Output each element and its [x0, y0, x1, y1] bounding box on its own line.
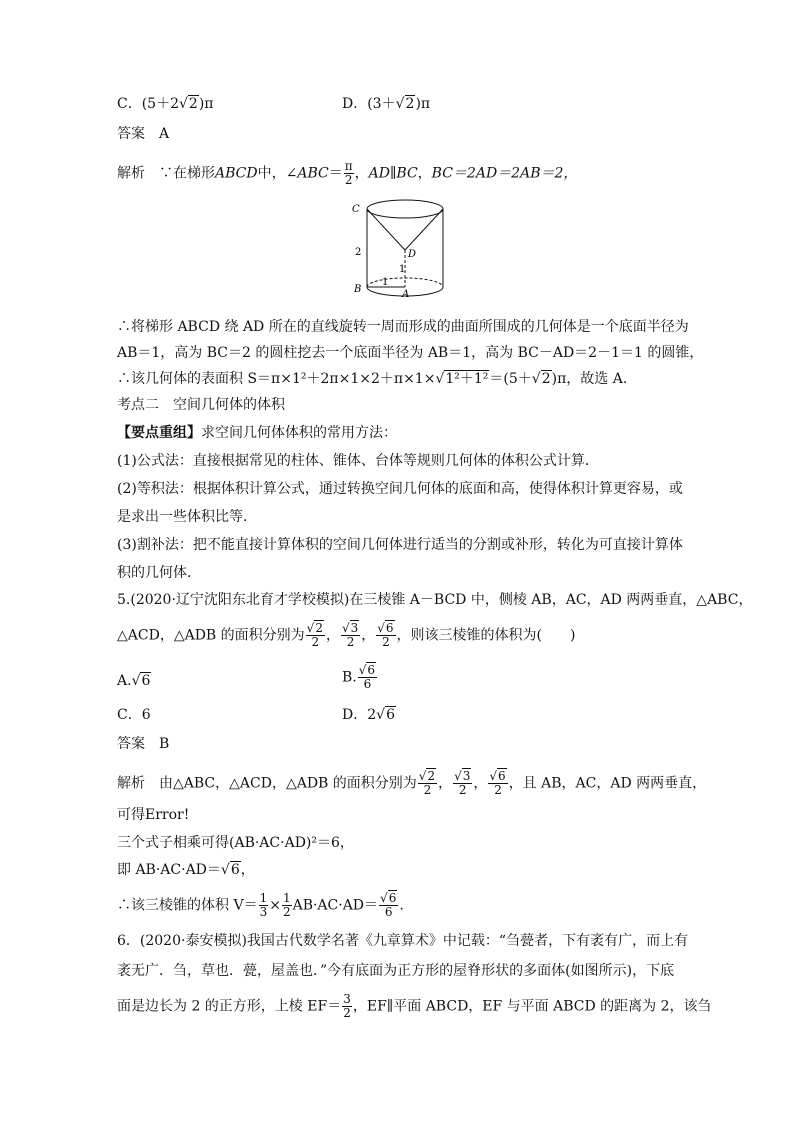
solution-q5-line4: 即 AB·AC·AD＝√6，: [117, 862, 255, 878]
question-6-line2: 袤无广．刍，草也．甍，屋盖也．”今有底面为正方形的屋脊形状的多面体(如图所示)，下底: [117, 963, 675, 979]
solution-q5-line1: 解析 由△ABC，△ACD，△ADB 的面积分别为 $\frac{√2}{2}$ ， $\frac{√3}{2}$ ， $\frac{√6}{2}$ ，且 AB，AC，AD 两两垂直，: [117, 769, 707, 797]
label-height-2: 2: [355, 247, 362, 258]
option-c-q4: C．(5＋2√2)π: [117, 96, 214, 112]
label-radius-1: 1: [382, 277, 389, 288]
question-5-line1: 5.(2020·辽宁沈阳东北育才学校模拟)在三棱锥 A－BCD 中，侧棱 AB，AC，AD 两两垂直，△ABC，: [117, 592, 753, 608]
method-2-line1: (2)等积法：根据体积计算公式，通过转换空间几何体的底面和高，使得体积计算更容易，或: [117, 481, 683, 497]
label-height-1: 1: [399, 264, 406, 275]
label-A: A: [402, 289, 410, 300]
question-6-line1: 6．(2020·泰安模拟)我国古代数学名著《九章算术》中记载：“刍甍者，下有袤有广，而上有: [117, 933, 689, 949]
option-b-q5: B. $\frac{√6}{6}$: [342, 663, 376, 691]
pi-over-2-fraction: $\frac{\pi}{2}$: [344, 159, 353, 187]
solution-q5-line2: 可得Error!: [117, 807, 190, 823]
method-1: (1)公式法：直接根据常见的柱体、锥体、台体等规则几何体的体积公式计算．: [117, 453, 599, 469]
option-d-q5: D．2√6: [342, 707, 395, 723]
answer-q4: 答案 A: [117, 126, 170, 142]
option-a-q5: A.√6: [117, 673, 151, 689]
solution-q5-line3: 三个式子相乘可得(AB·AC·AD)²＝6，: [117, 835, 354, 851]
method-3-line2: 积的几何体．: [117, 565, 201, 581]
question-6-line3: 面是边长为 2 的正方形，上棱 EF＝ $\frac{3}{2}$ ，EF∥平面 ABCD，EF 与平面 ABCD 的距离为 2，该刍: [117, 992, 712, 1020]
solution-q5-line5: ∴该三棱锥的体积 V＝ $\frac{1}{3}$ × $\frac{1}{2}$ AB·AC·AD＝ $\frac{√6}{6}$ .: [117, 891, 404, 919]
question-5-line2: △ACD，△ADB 的面积分别为 $\frac{√2}{2}$ ， $\frac{√3}{2}$ ， $\frac{√6}{2}$ ，则该三棱锥的体积为( ): [117, 621, 576, 649]
solution-q4-line3: AB＝1，高为 BC＝2 的圆柱挖去一个底面半径为 AB＝1，高为 BC－AD＝2－1＝1 的圆锥，: [117, 345, 704, 361]
answer-q5: 答案 B: [117, 736, 170, 752]
label-C: C: [352, 204, 360, 215]
section-heading-kd2: 考点二 空间几何体的体积: [117, 397, 285, 413]
key-points: 【要点重组】求空间几何体体积的常用方法：: [117, 425, 397, 441]
option-c-q5: C．6: [117, 707, 151, 723]
label-D: D: [408, 249, 417, 260]
method-2-line2: 是求出一些体积比等．: [117, 509, 257, 525]
solution-q4-line4: ∴该几何体的表面积 S＝π×1²＋2π×1×2＋π×1×√1²＋1²＝(5＋√2)π，故选 A.: [117, 371, 628, 387]
solution-q4-line1: 解析 ∵在梯形ABCD中，∠ABC＝ $\frac{\pi}{2}$ ，AD∥BC，BC＝2AD＝2AB＝2，: [117, 159, 578, 187]
label-B: B: [354, 284, 362, 295]
method-3-line1: (3)割补法：把不能直接计算体积的空间几何体进行适当的分割或补形，转化为可直接计算体: [117, 537, 683, 553]
solution-q4-line2: ∴将梯形 ABCD 绕 AD 所在的直线旋转一周而形成的曲面所围成的几何体是一个底面半径为: [117, 319, 689, 335]
cylinder-cone-figure: [338, 195, 448, 305]
option-d-q4: D．(3＋√2)π: [342, 96, 431, 112]
